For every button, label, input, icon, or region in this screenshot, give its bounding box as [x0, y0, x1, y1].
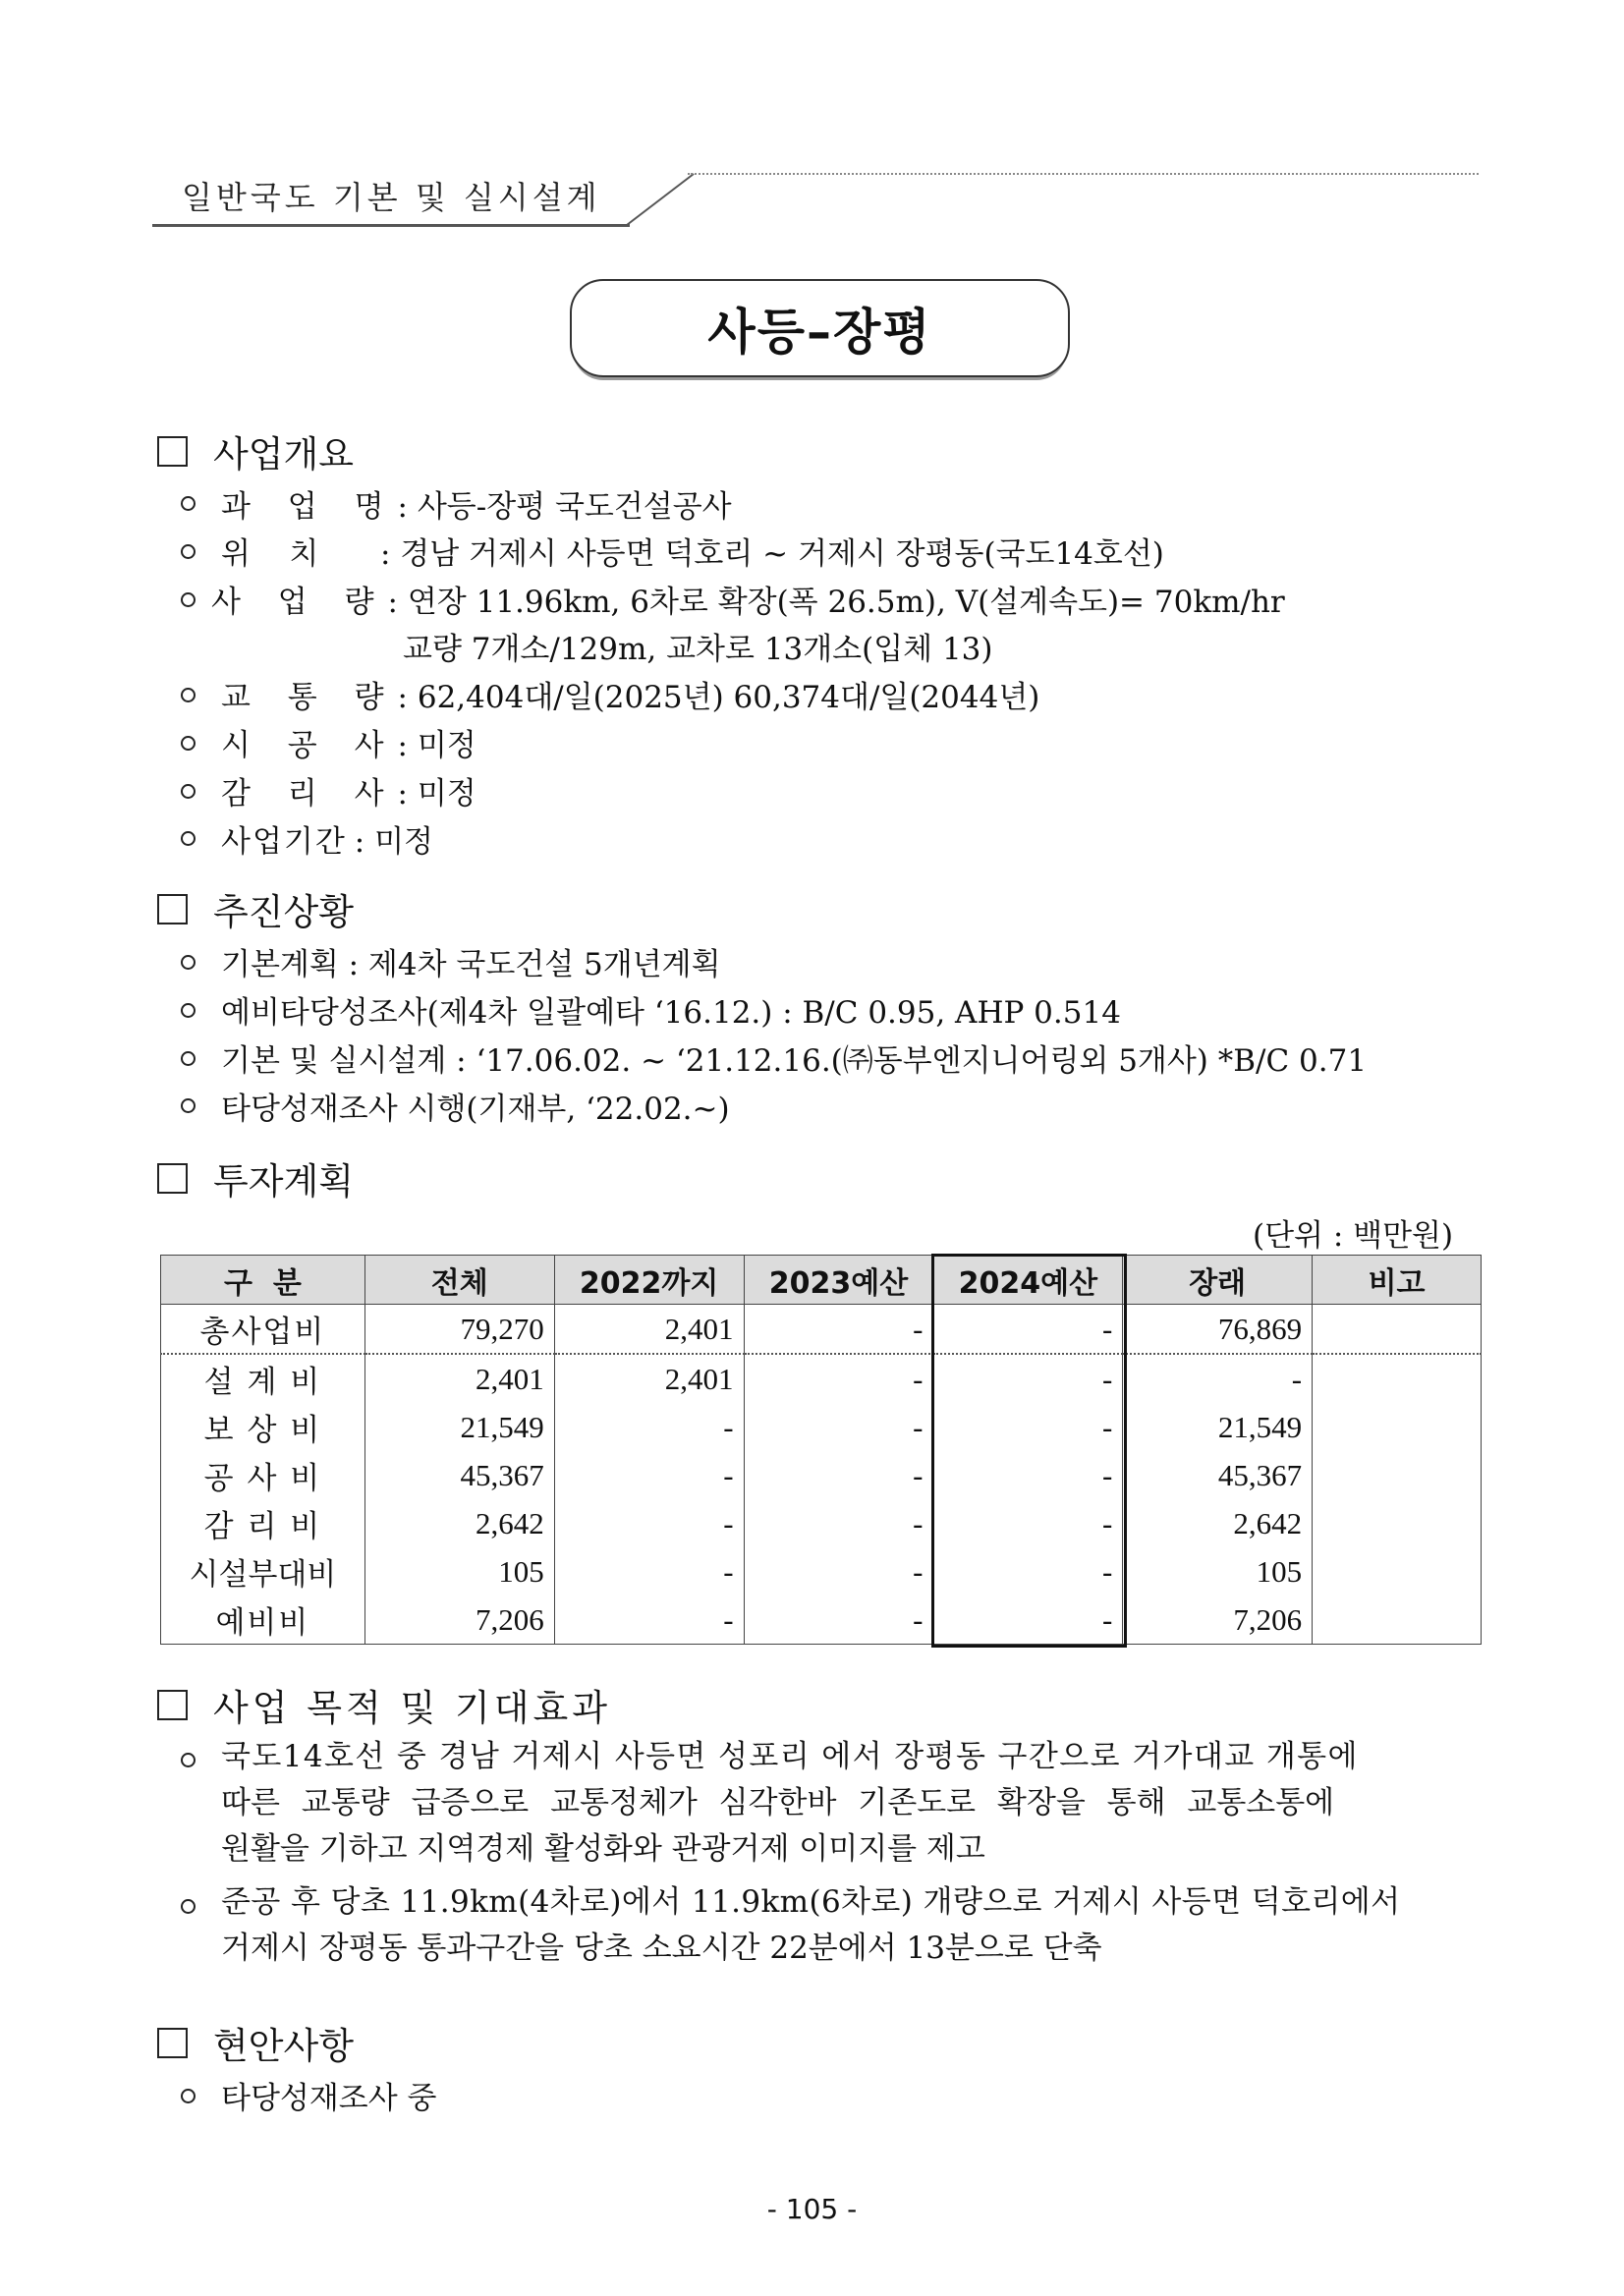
row-label: 예비비 [161, 1596, 365, 1645]
cell: 2,401 [364, 1354, 554, 1403]
cell: - [933, 1451, 1123, 1499]
paragraph-line: 원활을 기하고 지역경제 활성화와 관광거제 이미지를 제고 [221, 1831, 985, 1867]
project-title: 사등–장평 [707, 304, 932, 361]
table-row [161, 1547, 1482, 1596]
cell: 45,367 [364, 1451, 554, 1499]
overview-item-continued: 교량 7개소/129m, 교차로 13개소(입체 13) [403, 632, 993, 667]
circle-bullet-icon [181, 2089, 196, 2103]
section-heading: 사업개요 [213, 433, 354, 476]
table-row [161, 1305, 1482, 1355]
column-header: 전체 [364, 1256, 554, 1305]
cell: 7,206 [364, 1596, 554, 1645]
circle-bullet-icon [181, 1051, 196, 1066]
column-header: 2022까지 [554, 1256, 744, 1305]
cell: 76,869 [1123, 1305, 1313, 1355]
cell [1313, 1305, 1482, 1355]
issue-item: 타당성재조사 중 [221, 2081, 437, 2116]
cell: - [1123, 1354, 1313, 1403]
section-heading: 투자계획 [213, 1160, 354, 1203]
checkbox-icon [157, 894, 188, 924]
column-header: 장래 [1123, 1256, 1313, 1305]
progress-item: 기본계획 : 제4차 국도건설 5개년계획 [221, 947, 721, 982]
column-header: 2023예산 [744, 1256, 933, 1305]
running-header-title: 일반국도 기본 및 실시설계 [182, 179, 601, 216]
table-row [161, 1354, 1482, 1403]
item-label: 사업기간 [221, 824, 347, 860]
item-label: 시 공 사 [221, 728, 398, 763]
column-header: 2024예산 [933, 1256, 1123, 1305]
overview-item [221, 529, 1164, 573]
table-row [161, 1499, 1482, 1547]
row-label: 설 계 비 [161, 1354, 365, 1403]
row-label: 감 리 비 [161, 1499, 365, 1547]
table-row [161, 1596, 1482, 1645]
cell: - [933, 1403, 1123, 1451]
cell [1313, 1596, 1482, 1645]
circle-bullet-icon [181, 544, 196, 559]
section-heading: 현안사항 [213, 2025, 354, 2067]
section-overview [157, 424, 354, 477]
overview-item [221, 481, 732, 526]
progress-item: 기본 및 실시설계 : ‘17.06.02. ~ ‘21.12.16.(㈜동부엔지니어링외 5개사) *B/C 0.71 [221, 1043, 1368, 1079]
item-label: 과 업 명 [221, 489, 398, 525]
row-label: 공 사 비 [161, 1451, 365, 1499]
circle-bullet-icon [181, 496, 196, 511]
overview-item [221, 768, 476, 812]
unit-label: (단위 : 백만원) [1253, 1218, 1454, 1254]
section-issues [157, 2016, 354, 2069]
cell: - [744, 1354, 933, 1403]
circle-bullet-icon [181, 784, 196, 799]
cell [1313, 1403, 1482, 1451]
section-progress [157, 882, 354, 935]
cell: - [554, 1403, 744, 1451]
cell: - [744, 1499, 933, 1547]
row-label: 총사업비 [161, 1305, 365, 1355]
section-heading: 사업 목적 및 기대효과 [213, 1687, 611, 1729]
cell: - [744, 1596, 933, 1645]
cell: 21,549 [364, 1403, 554, 1451]
page-number: - 105 - [766, 2193, 858, 2225]
checkbox-icon [157, 436, 188, 467]
overview-item [221, 816, 433, 861]
cell: - [933, 1596, 1123, 1645]
cell: 7,206 [1123, 1596, 1313, 1645]
cell: - [744, 1305, 933, 1355]
table-row [161, 1403, 1482, 1451]
section-purpose [157, 1678, 611, 1731]
overview-item [221, 720, 476, 764]
cell: - [933, 1354, 1123, 1403]
header-diagonal [625, 172, 696, 227]
item-label: 감 리 사 [221, 776, 398, 812]
table-header-row [161, 1256, 1482, 1305]
circle-bullet-icon [181, 592, 196, 607]
checkbox-icon [157, 1690, 188, 1720]
column-header: 비고 [1313, 1256, 1482, 1305]
circle-bullet-icon [181, 1098, 196, 1113]
item-value: : 사등-장평 국도건설공사 [397, 489, 732, 525]
purpose-paragraph [221, 1734, 1359, 1873]
cell [1313, 1451, 1482, 1499]
cell: 2,401 [554, 1354, 744, 1403]
paragraph-line: 거제시 장평동 통과구간을 당초 소요시간 22분에서 13분으로 단축 [221, 1931, 1102, 1966]
overview-item [221, 672, 1039, 716]
circle-bullet-icon [181, 688, 196, 702]
progress-item: 예비타당성조사(제4차 일괄예타 ‘16.12.) : B/C 0.95, AHP 0.514 [221, 995, 1121, 1031]
cell: - [933, 1305, 1123, 1355]
project-title-box [570, 279, 1070, 377]
row-label: 보 상 비 [161, 1403, 365, 1451]
cell: - [554, 1499, 744, 1547]
cell [1313, 1547, 1482, 1596]
paragraph-line: 따른 교통량 급증으로 교통정체가 심각한바 기존도로 확장을 통해 교통소통에 [221, 1785, 1335, 1820]
cell [1313, 1354, 1482, 1403]
circle-bullet-icon [181, 831, 196, 846]
item-label: 사 업 량 [211, 585, 388, 620]
item-value: : 미정 [354, 824, 433, 860]
item-value: : 미정 [397, 728, 476, 763]
cell: 2,401 [554, 1305, 744, 1355]
purpose-paragraph [221, 1879, 1400, 1972]
item-value: : 연장 11.96km, 6차로 확장(폭 26.5m), V(설계속도)= 70km/hr [387, 585, 1285, 620]
cell: - [554, 1596, 744, 1645]
cell: - [744, 1451, 933, 1499]
item-value: : 경남 거제시 사등면 덕호리 ~ 거제시 장평동(국도14호선) [380, 536, 1164, 572]
cell: 105 [364, 1547, 554, 1596]
investment-table [160, 1255, 1482, 1645]
row-label: 시설부대비 [161, 1547, 365, 1596]
section-heading: 추진상황 [213, 891, 354, 933]
item-value: : 미정 [397, 776, 476, 812]
column-header: 구 분 [161, 1256, 365, 1305]
checkbox-icon [157, 2028, 188, 2058]
cell: - [744, 1403, 933, 1451]
cell: 21,549 [1123, 1403, 1313, 1451]
cell: 2,642 [364, 1499, 554, 1547]
circle-bullet-icon [181, 1899, 196, 1914]
item-value: : 62,404대/일(2025년) 60,374대/일(2044년) [397, 680, 1040, 715]
cell: 2,642 [1123, 1499, 1313, 1547]
cell: 79,270 [364, 1305, 554, 1355]
item-label: 교 통 량 [221, 680, 398, 715]
item-label: 위 치 [221, 536, 319, 572]
cell: - [933, 1547, 1123, 1596]
cell: 105 [1123, 1547, 1313, 1596]
section-investment [157, 1151, 354, 1204]
overview-item [211, 577, 1285, 621]
progress-item: 타당성재조사 시행(기재부, ‘22.02.~) [221, 1092, 730, 1127]
table-row [161, 1451, 1482, 1499]
paragraph-line: 준공 후 당초 11.9km(4차로)에서 11.9km(6차로) 개량으로 거제시 사등면 덕호리에서 [221, 1884, 1401, 1920]
cell: - [554, 1547, 744, 1596]
cell [1313, 1499, 1482, 1547]
cell: - [554, 1451, 744, 1499]
cell: 45,367 [1123, 1451, 1313, 1499]
circle-bullet-icon [181, 1003, 196, 1018]
header-underline [152, 224, 630, 227]
checkbox-icon [157, 1163, 188, 1194]
cell: - [933, 1499, 1123, 1547]
circle-bullet-icon [181, 955, 196, 970]
paragraph-line: 국도14호선 중 경남 거제시 사등면 성포리 에서 장평동 구간으로 거가대교 개통에 [221, 1739, 1359, 1774]
cell: - [744, 1547, 933, 1596]
circle-bullet-icon [181, 1753, 196, 1767]
header-dotted-rule [688, 173, 1479, 175]
circle-bullet-icon [181, 736, 196, 751]
